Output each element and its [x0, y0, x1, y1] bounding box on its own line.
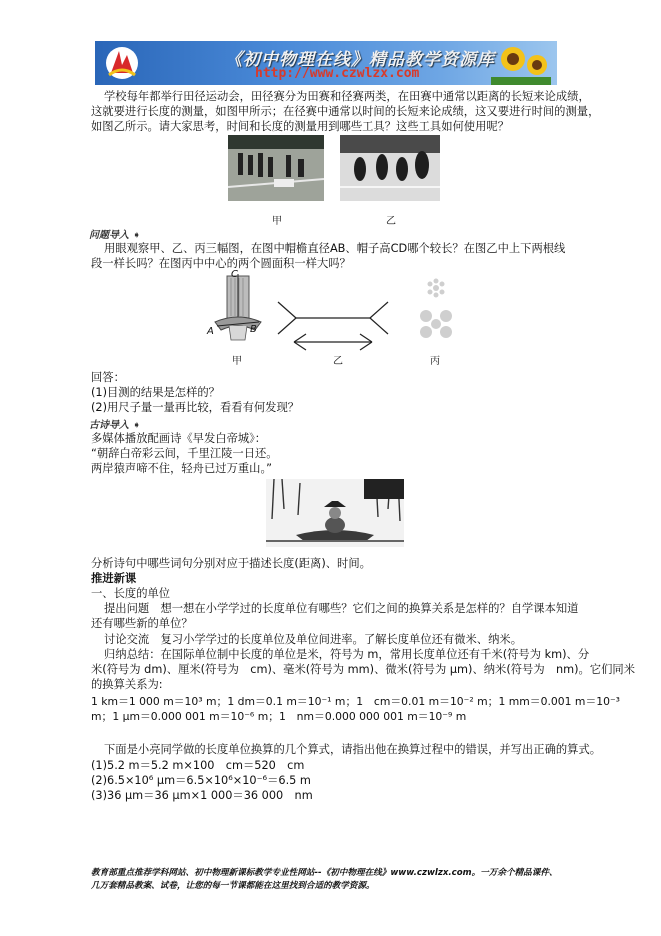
analysis-text: 分析诗句中哪些词句分别对应于描述长度(距离)、时间。 — [91, 557, 371, 570]
conversion-line-1: 1 km＝1 000 m＝10³ m；1 dm＝0.1 m＝10⁻¹ m；1 cm＝0.01 m＝10⁻² m；1 mm＝0.001 m＝10⁻³ — [91, 695, 621, 708]
arrow-icon: ➧ — [132, 420, 141, 431]
answer-q1: (1)目测的结果是怎样的？ — [91, 386, 220, 399]
fig-caption-yi: 乙 — [333, 356, 343, 367]
arrow-icon: ➧ — [132, 230, 141, 241]
poem-tag — [89, 416, 141, 431]
sprint-photo — [340, 135, 440, 201]
problem-tag-label: 问题导入 — [89, 230, 129, 241]
sunflower-icon — [491, 43, 551, 85]
answer-title: 回答： — [91, 371, 125, 384]
fig-label-c: C — [231, 269, 238, 280]
problem-tag — [89, 226, 141, 241]
footer-line-1: 教育部重点推荐学科网站、初中物理新课标教学专业性网站--《初中物理在线》www.czwlzx.com。一万余个精品课件、 — [91, 868, 558, 878]
long-jump-photo — [228, 135, 324, 201]
poem-tag-label: 古诗导入 — [89, 420, 129, 431]
conversion-line-2: m；1 μm＝0.000 001 m＝10⁻⁶ m；1 nm＝0.000 000 001 m＝10⁻⁹ m — [91, 710, 467, 723]
summary-line-2: 米(符号为 dm)、厘米(符号为 cm)、毫米(符号为 mm)、微米(符号为 μm)、纳米(符号为 nm)。它们同米 — [91, 663, 635, 676]
problem-line-1: 用眼观察甲、乙、丙三幅图，在图中帽檐直径AB、帽子高CD哪个较长？在图乙中上下两根线 — [104, 242, 566, 255]
poem-line-2: 两岸猿声啼不住，轻舟已过万重山。” — [91, 462, 272, 475]
fig-label-b: B — [250, 324, 257, 335]
footer-line-2: 几万套精品教案、试卷，让您的每一节课都能在这里找到合适的教学资源。 — [91, 881, 375, 891]
fig-caption-bing: 丙 — [430, 356, 440, 367]
banner-title: 《初中物理在线》精品教学资源库 — [225, 50, 495, 70]
boat-poem-illustration — [266, 479, 404, 547]
new-lesson-heading: 推进新课 — [91, 572, 137, 585]
photo-caption-yi: 乙 — [386, 216, 396, 227]
poem-line-1: “朝辞白帝彩云间，千里江陵一日还。 — [91, 447, 278, 460]
exercise-1: (1)5.2 m＝5.2 m×100 cm＝520 cm — [91, 759, 305, 772]
discussion-text: 讨论交流 复习小学学过的长度单位及单位间进率。了解长度单位还有微米、纳米。 — [104, 633, 522, 646]
answer-q2: (2)用尺子量一量再比较，看看有何发现？ — [91, 401, 300, 414]
muller-lyer-illustration — [272, 300, 394, 352]
intro-line-1: 学校每年都举行田径运动会，田径赛分为田赛和径赛两类，在田赛中通常以距离的长短来论成绩， — [104, 90, 590, 103]
intro-line-2: 这就要进行长度的测量，如图甲所示；在径赛中通常以时间的长短来论成绩，这又要进行时间的测量， — [91, 105, 600, 118]
question-line-2: 还有哪些新的单位？ — [91, 617, 193, 630]
ebbinghaus-illustration — [416, 272, 456, 348]
banner-url[interactable]: http://www.czwlzx.com — [255, 66, 420, 81]
exercise-2: (2)6.5×10⁶ μm＝6.5×10⁶×10⁻⁶＝6.5 m — [91, 774, 311, 787]
summary-line-3: 的换算关系为: — [91, 678, 163, 691]
photo-caption-jia: 甲 — [272, 216, 282, 227]
section-heading: 一、长度的单位 — [91, 587, 171, 600]
problem-line-2: 段一样长吗？在图丙中中心的两个圆面积一样大吗？ — [91, 257, 351, 270]
question-line-1: 提出问题 想一想在小学学过的长度单位有哪些？它们之间的换算关系是怎样的？自学课本知道 — [104, 602, 579, 615]
exercise-3: (3)36 μm＝36 μm×1 000＝36 000 nm — [91, 789, 313, 802]
header-banner — [95, 41, 557, 85]
poem-intro: 多媒体播放配画诗《早发白帝城》： — [91, 432, 267, 445]
summary-line-1: 归纳总结：在国际单位制中长度的单位是米，符号为 m，常用长度单位还有千米(符号为 km)、分 — [104, 648, 590, 661]
fig-caption-jia: 甲 — [232, 356, 242, 367]
site-logo-icon — [105, 45, 139, 81]
fig-label-a: A — [207, 326, 214, 337]
intro-line-3: 如图乙所示。请大家思考，时间和长度的测量用到哪些工具？这些工具如何使用呢？ — [91, 120, 509, 133]
hat-illustration — [205, 266, 271, 346]
exercise-intro: 下面是小亮同学做的长度单位换算的几个算式，请指出他在换算过程中的错误，并写出正确的算式。 — [104, 743, 602, 756]
